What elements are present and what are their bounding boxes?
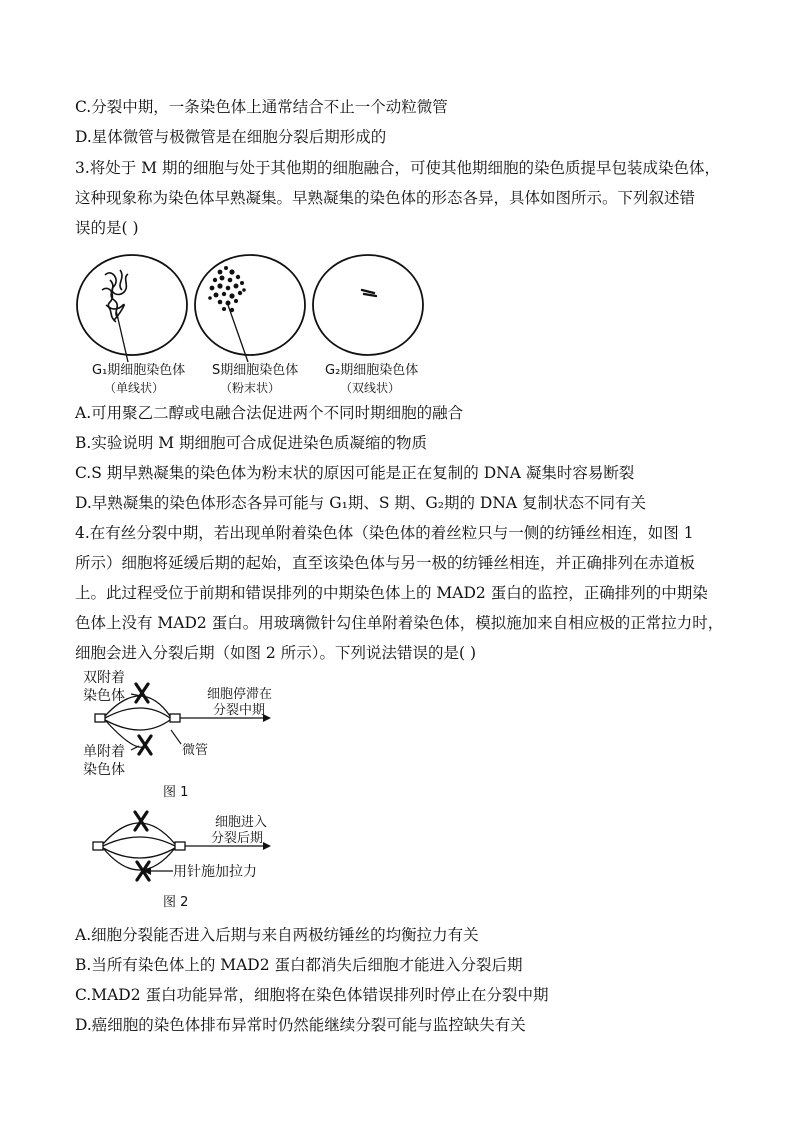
q2-option-c: C.分裂中期，一条染色体上通常结合不止一个动粒微管 <box>75 98 448 116</box>
fig1-caption: 图 1 <box>163 785 189 800</box>
g1-cell-outline <box>77 255 187 355</box>
fig2-top-chromosome <box>135 812 147 830</box>
fig2-arrow-head <box>263 842 271 850</box>
q4-stem-line-3: 上。此过程受位于前期和错误排列的中期染色体上的 MAD2 蛋白的监控，正确排列的中期染 <box>75 584 708 602</box>
q4-stem-line-2: 所示）细胞将延缓后期的起始，直至该染色体与另一极的纺锤丝相连，并正确排列在赤道板 <box>75 554 696 572</box>
q4-figure-2 <box>75 808 315 912</box>
s-chromatin-fragments <box>208 266 246 312</box>
fig2-enter-label-2: 分裂后期 <box>211 831 264 846</box>
fig2-needle-label: 用针施加拉力 <box>173 864 257 880</box>
q3-option-a: A.可用聚乙二醇或电融合法促进两个不同时期细胞的融合 <box>75 404 464 422</box>
s-sublabel: （粉末状） <box>220 381 281 395</box>
q4-option-b: B.当所有染色体上的 MAD2 蛋白都消失后细胞才能进入分裂后期 <box>75 956 523 974</box>
g1-chromatin-threads <box>102 270 128 322</box>
q3-option-d: D.早熟凝集的染色体形态各异可能与 G₁期、S 期、G₂期的 DNA 复制状态不同有关 <box>75 494 647 512</box>
q3-cell-figure <box>70 250 430 395</box>
q2-option-d: D.星体微管与极微管是在细胞分裂后期形成的 <box>75 128 387 146</box>
fig1-arrest-label-1: 细胞停滞在 <box>207 687 273 702</box>
q3-option-c: C.S 期早熟凝集的染色体为粉末状的原因可能是正在复制的 DNA 凝集时容易断裂 <box>75 464 635 482</box>
q4-stem-line-5: 细胞会进入分裂后期（如图 2 所示）。下列说法错误的是( ) <box>75 644 476 662</box>
q3-stem-line-1: 3.将处于 M 期的细胞与处于其他期的细胞融合，可使其他期细胞的染色质提早包装成染色体， <box>75 159 721 177</box>
q4-stem-line-4: 色体上没有 MAD2 蛋白。用玻璃微针勾住单附着染色体，模拟施加来自相应极的正常拉力时， <box>75 614 724 632</box>
fig2-left-pole <box>93 842 103 850</box>
fig1-right-pole <box>170 714 180 722</box>
s-label: S期细胞染色体 <box>212 363 299 378</box>
q3-stem-line-2: 这种现象称为染色体早熟凝集。早熟凝集的染色体的形态各异，具体如图所示。下列叙述错 <box>75 189 696 207</box>
fig1-double-attached-chromosome <box>136 684 148 702</box>
g1-sublabel: （单线状） <box>104 381 165 395</box>
g2-label: G₂期细胞染色体 <box>325 363 419 378</box>
q4-figure-1 <box>75 668 315 802</box>
s-cell-outline <box>195 255 305 355</box>
fig1-double-label-2: 染色体 <box>83 688 125 704</box>
q3-stem-line-3: 误的是( ) <box>75 219 139 237</box>
g1-label: G₁期细胞染色体 <box>92 363 186 378</box>
g2-sublabel: （双线状） <box>340 381 401 395</box>
q3-option-b: B.实验说明 M 期细胞可合成促进染色质凝缩的物质 <box>75 434 428 452</box>
fig1-left-pole <box>95 714 105 722</box>
q4-option-d: D.癌细胞的染色体排布异常时仍然能继续分裂可能与监控缺失有关 <box>75 1016 526 1034</box>
fig1-microtubule-label: 微管 <box>182 743 209 758</box>
q4-option-a: A.细胞分裂能否进入后期与来自两极纺锤丝的均衡拉力有关 <box>75 926 479 944</box>
q4-stem-line-1: 4.在有丝分裂中期，若出现单附着染色体（染色体的着丝粒只与一侧的纺锤丝相连，如图 1 <box>75 524 694 542</box>
g2-chromatin-doublet <box>362 290 376 296</box>
fig1-single-label-2: 染色体 <box>83 762 125 778</box>
fig1-single-label-1: 单附着 <box>83 744 125 760</box>
fig2-caption: 图 2 <box>163 895 189 910</box>
fig2-right-pole <box>175 842 185 850</box>
fig1-double-label-1: 双附着 <box>83 670 125 686</box>
q4-option-c: C.MAD2 蛋白功能异常，细胞将在染色体错误排列时停止在分裂中期 <box>75 986 549 1004</box>
fig2-enter-label-1: 细胞进入 <box>215 815 268 830</box>
g2-cell-outline <box>313 255 423 355</box>
fig1-arrest-label-2: 分裂中期 <box>213 703 266 718</box>
fig1-single-attached-chromosome <box>139 736 151 754</box>
